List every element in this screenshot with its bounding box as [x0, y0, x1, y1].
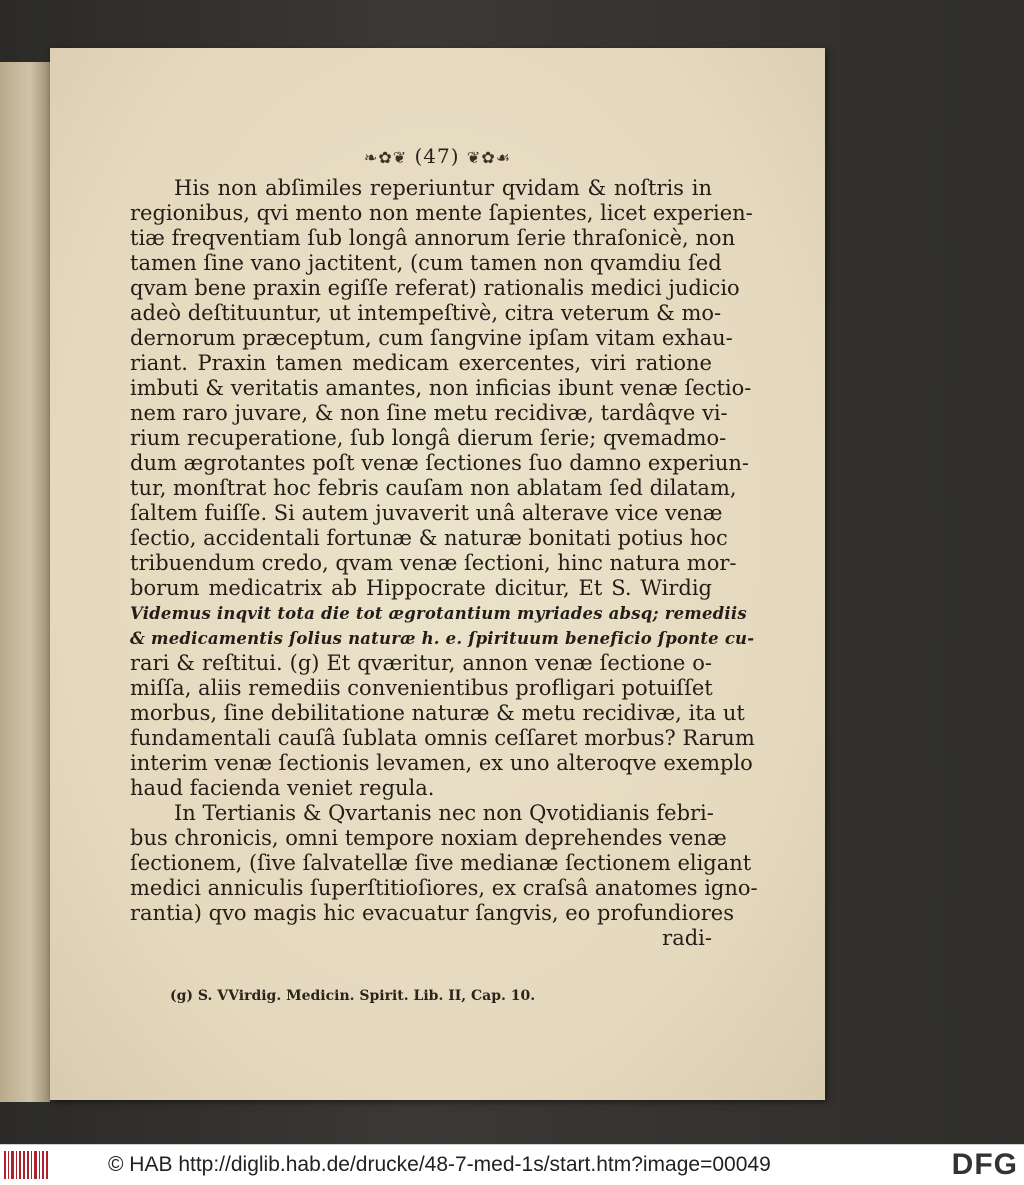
viewer-footer [0, 1144, 1024, 1185]
text-line: bus chronicis, omni tempore noxiam deprehendes venæ [130, 826, 727, 850]
page-header [50, 144, 825, 168]
footer-credit-link[interactable]: © HAB http://diglib.hab.de/drucke/48-7-med-1s/start.htm?image=00049 [108, 1153, 771, 1176]
text-line: dernorum præceptum, cum ſangvine ipſam vitam exhau- [130, 326, 733, 350]
barcode-icon [4, 1151, 48, 1179]
text-line: ſectionem, (ſive ſalvatellæ ſive medianæ ſectionem eligant [130, 851, 752, 875]
dfg-logo: DFG [951, 1148, 1018, 1181]
text-line: tribuendum credo, qvam venæ ſectioni, hinc natura mor- [130, 551, 737, 575]
text-line: nem raro juvare, & non ſine metu recidivæ, tardâqve vi- [130, 401, 728, 425]
text-line: interim venæ ſectionis levamen, ex uno alteroqve exemplo [130, 751, 753, 775]
text-line: tiæ freqventiam ſub longâ annorum ſerie thraſonicè, non [130, 226, 736, 250]
text-line: & medicamentis ſolius naturæ h. e. ſpirituum beneficio ſponte cu- [130, 629, 755, 648]
text-line: rium recuperatione, ſub longâ dierum ſerie; qvemadmo- [130, 426, 727, 450]
text-line: qvam bene praxin egiſſe referat) rationalis medici judicio [130, 276, 740, 300]
footnote: (g) S. VVirdig. Medicin. Spirit. Lib. II, Cap. 10. [170, 988, 536, 1004]
body-text [130, 176, 758, 951]
page-number: (47) [414, 144, 460, 168]
text-line: riant. Praxin tamen medicam exercentes, viri ratione [130, 351, 712, 375]
text-line: ſectio, accidentali fortunæ & naturæ bonitati potius hoc [130, 526, 728, 550]
text-line: regionibus, qvi mento non mente ſapientes, licet experien- [130, 201, 753, 225]
text-line: miſſa, aliis remediis convenientibus profligari potuiſſet [130, 676, 713, 700]
text-line: radi- [662, 926, 712, 950]
text-line: fundamentali cauſâ ſublata omnis ceſſaret morbus? Rarum [130, 726, 755, 750]
facing-page-edge [0, 62, 50, 1102]
text-line: medici anniculis ſuperſtitioſiores, ex craſsâ anatomes igno- [130, 876, 758, 900]
text-line: imbuti & veritatis amantes, non inficias ibunt venæ ſectio- [130, 376, 752, 400]
text-line: haud facienda veniet regula. [130, 776, 435, 800]
text-line: tur, monſtrat hoc febris cauſam non ablatam ſed dilatam, [130, 476, 737, 500]
text-line: ſaltem fuiſſe. Si autem juvaverit unâ alterave vice venæ [130, 501, 723, 525]
text-line: morbus, ſine debilitatione naturæ & metu recidivæ, ita ut [130, 701, 745, 725]
book-page [50, 48, 825, 1100]
text-line: In Tertianis & Qvartanis nec non Qvotidianis febri- [174, 801, 714, 825]
ornament-right-icon: ❦✿☙ [466, 148, 512, 167]
text-line: Videmus inqvit tota die tot ægrotantium myriades absq; remediis [130, 604, 747, 623]
text-line: adeò deſtituuntur, ut intempeſtivè, citra veterum & mo- [130, 301, 722, 325]
text-line: tamen ſine vano jactitent, (cum tamen non qvamdiu ſed [130, 251, 722, 275]
text-line: rantia) qvo magis hic evacuatur ſangvis, eo profundiores [130, 901, 734, 925]
text-line: rari & reſtitui. (g) Et qværitur, annon venæ ſectione o- [130, 651, 712, 675]
text-line: dum ægrotantes poſt venæ ſectiones ſuo damno experiun- [130, 451, 749, 475]
text-line: borum medicatrix ab Hippocrate dicitur, Et S. Wirdig [130, 576, 712, 600]
ornament-left-icon: ❧✿❦ [363, 148, 408, 167]
text-line: His non abſimiles reperiuntur qvidam & noſtris in [174, 176, 712, 200]
